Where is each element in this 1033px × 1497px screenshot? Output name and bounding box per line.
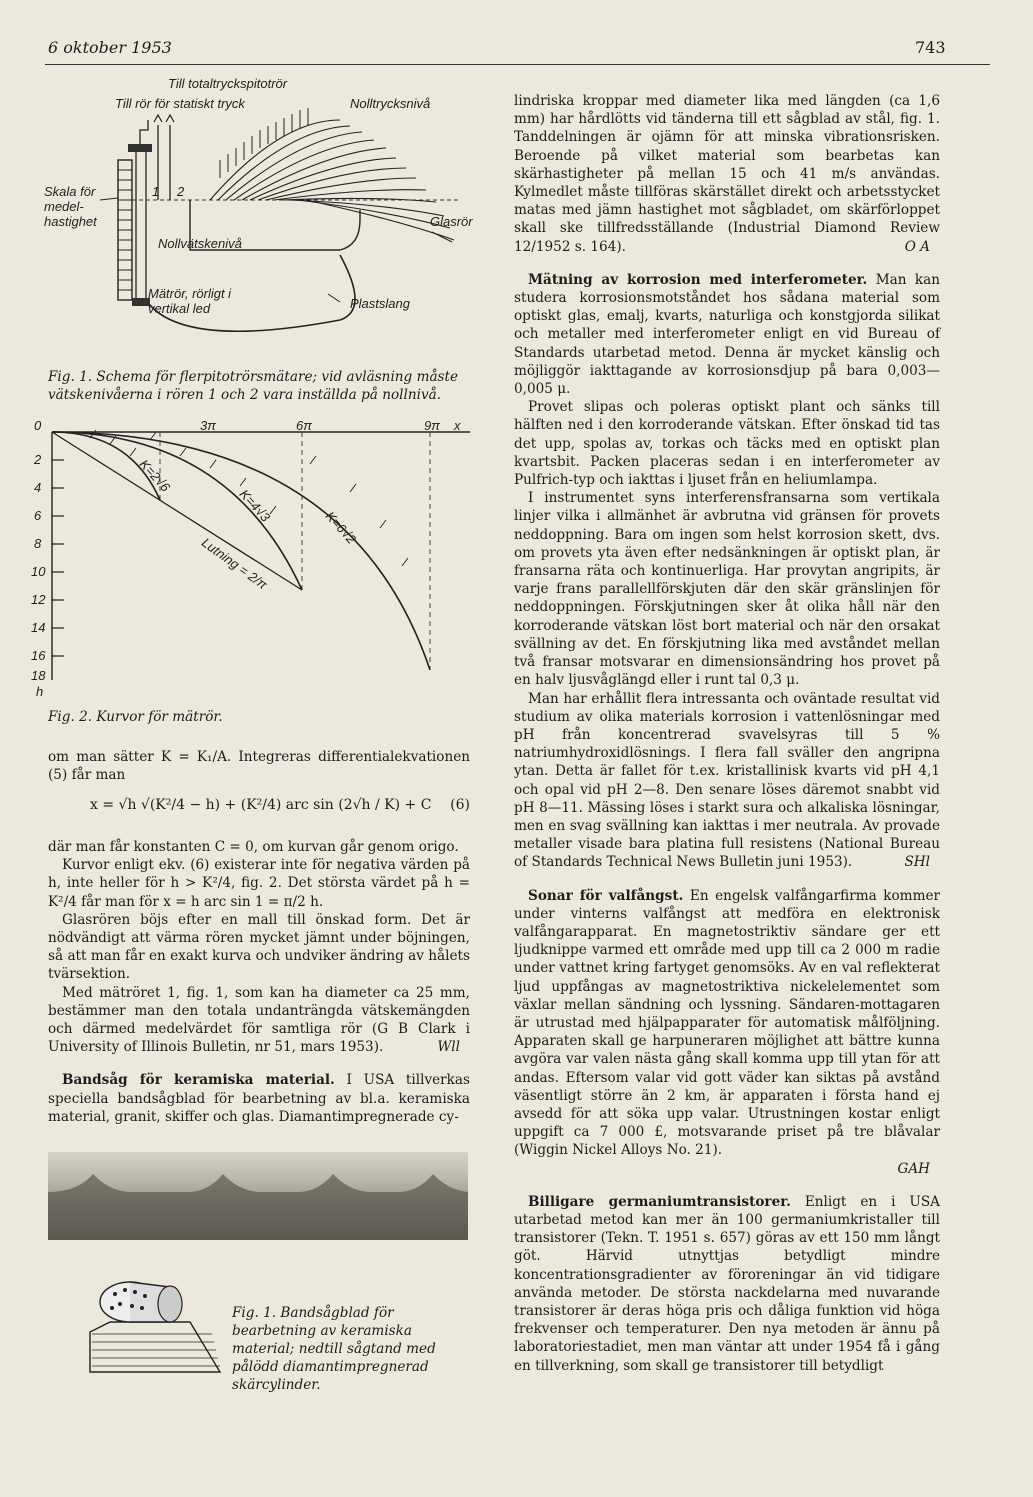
pitot-arrows: [220, 108, 308, 178]
label-scale: Skala för medel-hastighet: [44, 184, 97, 229]
figure-1-svg: [40, 70, 490, 370]
equation-6: [90, 797, 470, 813]
x-tick-6pi: 6π: [296, 418, 312, 433]
left-column-text-1: [48, 748, 470, 784]
y-tick-6: 6: [34, 508, 42, 523]
korrosion-title: Mätning av korrosion med interferometer.: [528, 271, 868, 288]
germanium-section: [514, 1193, 940, 1375]
label-meter-tube: Mätrör, rörligt i vertikal led: [148, 286, 232, 316]
left-paragraph-5-text: Med mätröret 1, fig. 1, som kan ha diameter ca 25 mm, bestämmer man den totala undanträngda vätskemängden och därmed medelvärdet för samtliga rör (G B Clark i University of Illinois Bulletin, nr 51, mars 1953).: [48, 984, 470, 1056]
label-glass-tube: Glasrör: [430, 214, 473, 229]
right-paragraph-1: [514, 92, 940, 256]
left-paragraph-1: om man sätter K = K₁/A. Integreras differentialekvationen (5) får man: [48, 749, 470, 784]
x-tick-9pi: 9π: [424, 418, 440, 433]
x-tick-3pi: 3π: [200, 418, 216, 433]
page-date: 6 oktober 1953: [48, 38, 172, 57]
figure-1-caption: Fig. 1. Schema för flerpitotrörsmätare; vid avläsning måste vätskenivåerna i rören 1 och 2 vara inställda på nollnivå.: [48, 369, 459, 403]
glass-tubes: [210, 120, 454, 240]
y-tick-2: 2: [34, 452, 42, 467]
bandsag-section: [48, 1071, 470, 1126]
left-paragraph-2: där man får konstanten C = 0, om kurvan går genom origo.: [48, 839, 459, 855]
slope-label: Lutning = 2/π: [198, 534, 271, 593]
sonar-text: En engelsk valfångarfirma kommer under vinterns valfångst att medföra en elektronisk valfångarapparat. En magnetostriktiv sändare ger ett ljudknippe varmed ett område med upp till ca 2 000 m radie under vattnet kring fartyget genomsöks. Av en val reflekterat ljud uppfångas av magnetostriktiva nickelelementet som växlar mellan sändning och lyssning. Sändaren-mottagaren är utrustad med hjälpapparater för automatisk målföljning. Apparaten skall ge harpuneraren möjlighet att bättre kunna avgöra var valen nästa gång skall komma upp till ytan för att andas. Eftersom valar vid gott väder kan siktas på avstånd väsentligt större än 2 km, är apparaten i första hand ej avsedd för att söka upp valar. Utrustningen kostar enligt uppgift ca 7 000 £, motsvarande priset på tre blåvalar (Wiggin Nickel Alloys No. 21).: [514, 887, 940, 1159]
y-tick-16: 16: [31, 648, 46, 663]
label-static-tube: Till rör för statiskt tryck: [115, 96, 245, 111]
label-hose: Plastslang: [350, 296, 410, 311]
korrosion-p4: Man har erhållit flera intressanta och oväntade resultat vid studium av olika materials korrosion i vattenlösningar med pH från koncentrerad svavelsyras till 5 % natriumhydroxidlösnings. I flera fall sväller den angripna ytan. Detta är fallet för t.ex. kristallinisk kvarts vid pH 4,1 och opal vid pH 2—8. Den senare löses däremot snabbt vid pH 8—11. Mässing löses i starkt sura och alkaliska lösningar, men en svag svällning kan iakttas i mer neutrala. Av provade metaller visade bara platina full resistens (National Bureau of Standards Technical News Bulletin juni 1953).: [514, 690, 940, 871]
right-column-text: [514, 92, 940, 1375]
equation-body: x = √h √(K²/4 − h) + (K²/4) arc sin (2√h / K) + C: [90, 797, 432, 813]
y-tick-4: 4: [34, 480, 42, 495]
x-axis-label: x: [454, 418, 461, 433]
right-paragraph-1-text: lindriska kroppar med diameter lika med längden (ca 1,6 mm) har hårdlötts vid tänderna till ett sågblad av stål, fig. 1. Tanddelningen är ojämn för att minska vibrationsrisken. Beroende på vilket material som bearbetas kan skärhastigheter på mellan 15 och 41 m/s användas. Kylmedlet måste tillföras skärstället direkt och arbetsstycket matas med jämn hastighet mot sågbladet, om skärförloppet skall ske tillfredsställande (Industrial Diamond Review 12/1952 s. 164).: [514, 93, 940, 255]
y-tick-marks: [52, 460, 64, 656]
figure-2-svg: [30, 410, 480, 700]
curve-label-1: K=2√6: [136, 456, 174, 495]
sonar-section: [514, 887, 940, 1160]
korrosion-p2: Provet slipas och poleras optiskt plant och sänks till hälften ned i den korroderande vätskan. Efter önskad tid tas det upp, spolas av, torkas och täcks med en optiskt plan kvartsbit. Packen placeras sedan i en interferometer av Pulfrich-typ och iakttas i ljuset från en heliumlampa.: [514, 399, 940, 489]
bandsaw-teeth: [48, 1152, 468, 1240]
germanium-title: Billigare germaniumtransistorer.: [528, 1193, 791, 1210]
bandsaw-caption: Fig. 1. Bandsågblad för bearbetning av keramiska material; nedtill sågtand med pålödd diamantimpregnerad skärcylinder.: [232, 1305, 436, 1393]
signature-wll: Wll: [437, 1039, 460, 1056]
bandsag-title: Bandsåg för keramiska material.: [62, 1072, 335, 1089]
signature-oa: O A: [904, 238, 930, 255]
label-tube-2: 2: [177, 184, 185, 199]
curve-label-2: K=4√3: [236, 486, 274, 525]
y-tick-8: 8: [34, 536, 42, 551]
left-column-text-2: [48, 838, 470, 1126]
chart-origin: 0: [34, 418, 42, 433]
tube-1-cap: [128, 144, 152, 152]
left-paragraph-4: Glasrören böjs efter en mall till önskad form. Det är nödvändigt att värma rören mycket jämnt under böjningen, så att man får en exakt kurva och undviker ändring av hålets tvärsektion.: [48, 911, 470, 983]
equation-number: (6): [450, 797, 470, 813]
scale-ticks: [118, 170, 132, 290]
label-tube-1: 1: [152, 184, 160, 199]
y-tick-18: 18: [31, 668, 46, 683]
y-axis-label: h: [36, 684, 44, 699]
germanium-text: Enligt en i USA utarbetad metod kan mer än 100 germaniumkristaller till transistorer (Tekn. T. 1951 s. 657) göras av ett 150 mm långt göt. Härvid utnyttjas betydligt mindre koncentrationsgradienter av föroreningar än vid tidigare använda metoder. De största nackdelarna med nuvarande transistorer är deras höga pris och dåliga funktion vid höga frekvenser och temperaturer. Den nya metoden är ännu på laboratoriestadiet, men man väntar att under 1954 få i gång en tillverkning, som skall ge transistorer till betydligt: [514, 1193, 940, 1374]
label-total-tube: Till totaltryckspitotrör: [168, 76, 288, 91]
sonar-signature-line: [514, 1160, 940, 1178]
bandsag-text: I USA tillverkas speciella bandsågblad för bearbetning av bl.a. keramiska material, granit, skiffer och glas. Diamantimpregnerade cy-: [48, 1072, 470, 1125]
signature-shl: SHl: [904, 854, 930, 871]
label-zero-liquid: Nollvätskenivå: [158, 236, 242, 251]
meter-tube-1: [136, 150, 146, 300]
y-tick-12: 12: [31, 592, 46, 607]
korrosion-p3: I instrumentet syns interferensfransarna som vertikala linjer vilka i allmänhet är avbrutna vid gränsen för provets neddoppning. Bara om ingen som helst korrosion skett, dvs. om provets yta även efter nedsänkningen är optiskt plan, är fransarna räta och kontinuerliga. Har provytan angripits, är varje frans parallellförskjuten där den skär gränslinjen för neddoppningen. Förskjutningen sker åt olika håll när den korroderande vätskan löst bort material och när den orsakat svällning av det. En förskjutning lika med avståndet mellan två fransar motsvarar en dimensionsändring hos provet på en halv ljusvåglängd eller i runt tal 0,3 μ.: [514, 490, 940, 689]
left-paragraph-5: [48, 984, 470, 1057]
vertical-guides: [160, 432, 430, 670]
left-paragraph-3: Kurvor enligt ekv. (6) existerar inte för negativa värden på h, inte heller för h > K²/4, fig. 2. Det största värdet på h = K²/4 får man för x = h arc sin 1 = π/2 h.: [48, 857, 470, 910]
saw-tooth-sketch: [80, 1262, 230, 1396]
y-tick-10: 10: [31, 564, 46, 579]
figure-2-caption: Fig. 2. Kurvor för mätrör.: [48, 709, 223, 725]
header-rule: [45, 64, 990, 65]
saw-tooth-svg: [80, 1262, 230, 1392]
korrosion-p1: Man kan studera korrosionsmotståndet hos sådana material som optiskt glas, emalj, kvarts, naturliga och konstgjorda silikat och metaller med interferometer enligt en vid Bureau of Standards utarbetad metod. Denna är mycket känslig och möjliggör iakttagande av korrosionsdjup på bara 0,003—0,005 μ.: [514, 271, 941, 398]
label-zero-pressure: Nolltrycksnivå: [350, 96, 431, 111]
sonar-title: Sonar för valfångst.: [528, 887, 684, 904]
signature-gah: GAH: [897, 1160, 930, 1177]
korrosion-p4-wrap: [514, 690, 940, 872]
page-number: 743: [915, 38, 946, 57]
korrosion-section: [514, 271, 940, 398]
bandsaw-photo: [48, 1152, 468, 1240]
curve-label-3: K=6√2: [322, 508, 360, 547]
y-tick-14: 14: [31, 620, 46, 635]
